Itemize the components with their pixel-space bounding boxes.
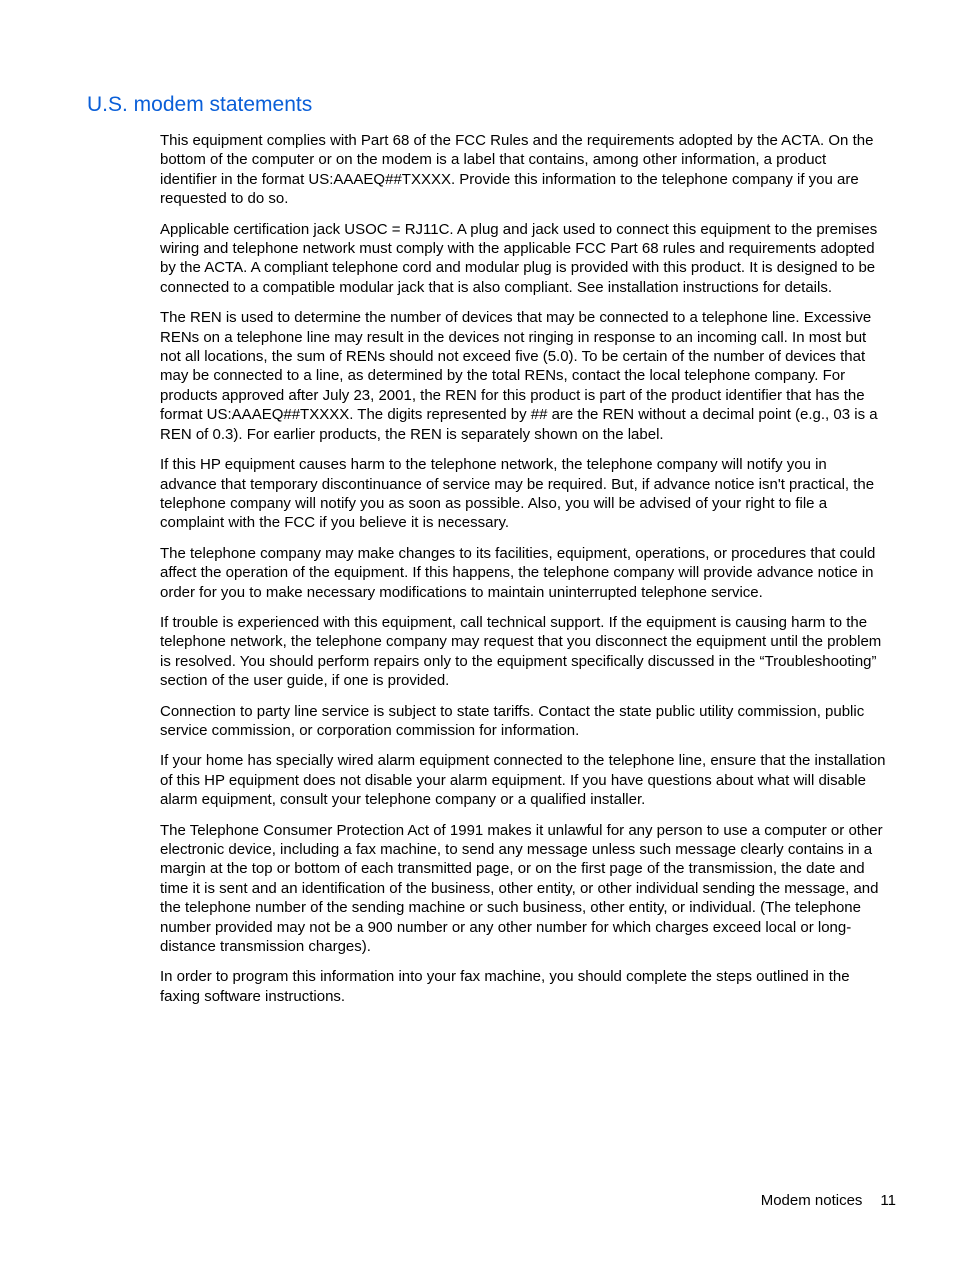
paragraph-tcpa: The Telephone Consumer Protection Act of 1991 makes it unlawful for any person to use a computer or other electronic device, including a fax machine, to send any message unless such message clearly contains in a margin at the top or bottom of each transmitted page, or on the first page of the transmission, the date and time it is sent and an identification of the business, other entity, or other individual sending the message, and the telephone number of the sending machine or such business, other entity, or individual. (The telephone number provided may not be a 900 number or any other number for which charges exceed local or long-distance transmission charges). xyxy=(160,821,883,956)
paragraph-lead: Applicable certification jack USOC = RJ11C. xyxy=(160,220,454,238)
page-number: 11 xyxy=(880,1192,896,1209)
footer-section-name: Modem notices xyxy=(760,1192,863,1209)
paragraph-party-line: Connection to party line service is subject to state tariffs. Contact the state public utility commission, public service commission, or corporation commission for information. xyxy=(160,702,865,739)
paragraph-fcc-compliance: This equipment complies with Part 68 of the FCC Rules and the requirements adopted by the ACTA. On the bottom of the computer or on the modem is a label that contains, among other information, a product identifier in the format US:AAAEQ##TXXXX. Provide this information to the telephone company if you are requested to do so. xyxy=(160,132,874,208)
paragraph-text: A plug and jack used to connect this equipment to the premises wiring and telephone network must comply with the applicable FCC Part 68 rules and requirements adopted by the ACTA. A compliant telephone cord and modular plug is provided with this product. It is designed to be connected to a compatible modular jack that is also compliant. See installation instructions for details. xyxy=(160,220,878,296)
paragraph-trouble: If trouble is experienced with this equipment, call technical support. If the equipment is causing harm to the telephone network, the telephone company may request that you disconnect the equipment until the problem is resolved. You should perform repairs only to the equipment specifically discussed in the “Troubleshooting” section of the user guide, if one is provided. xyxy=(160,613,882,690)
paragraph-facility-changes: The telephone company may make changes to its facilities, equipment, operations, or procedures that could affect the operation of the equipment. If this happens, the telephone company will provide advance notice in order for you to make necessary modifications to maintain uninterrupted telephone service. xyxy=(160,544,876,601)
paragraph-jack-certification xyxy=(160,220,886,298)
paragraph-fax-programming: In order to program this information into your fax machine, you should complete the steps outlined in the faxing software instructions. xyxy=(160,968,850,1005)
page-footer xyxy=(761,1191,896,1211)
paragraph-alarm-equipment: If your home has specially wired alarm equipment connected to the telephone line, ensure that the installation of this HP equipment does not disable your alarm equipment. If you have questions about what will disable alarm equipment, consult your telephone company or a qualified installer. xyxy=(160,752,886,809)
body-text xyxy=(160,131,886,1017)
page-title: U.S. modem statements xyxy=(87,93,313,116)
paragraph-network-harm: If this HP equipment causes harm to the telephone network, the telephone company will notify you in advance that temporary discontinuance of service may be required. But, if advance notice isn't practical, the telephone company will notify you as soon as possible. Also, you will be advised of your right to file a complaint with the FCC if you believe it is necessary. xyxy=(160,456,875,532)
paragraph-ren: The REN is used to determine the number of devices that may be connected to a telephone line. Excessive RENs on a telephone line may result in the devices not ringing in response to an incoming call. In most but not all locations, the sum of RENs should not exceed five (5.0). To be certain of the number of devices that may be connected to a line, as determined by the total RENs, contact the local telephone company. For products approved after July 23, 2001, the REN for this product is part of the product identifier that has the format US:AAAEQ##TXXXX. The digits represented by ## are the REN without a decimal point (e.g., 03 is a REN of 0.3). For earlier products, the REN is separately shown on the label. xyxy=(160,309,878,443)
